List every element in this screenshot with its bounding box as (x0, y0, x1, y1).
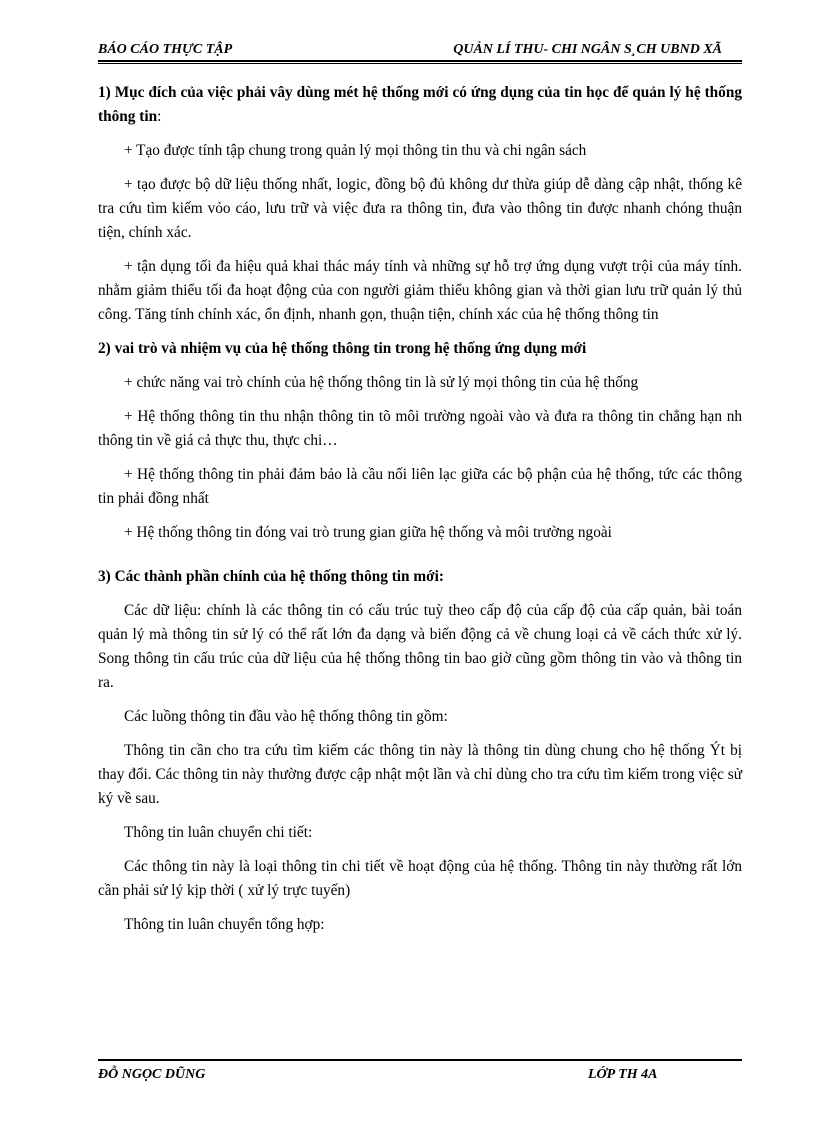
section-1-paragraph: + Tạo được tính tập chung trong quản lý mọi thông tin thu và chi ngân sách (124, 142, 587, 159)
footer-author: ĐỖ NGỌC DŨNG (98, 1067, 206, 1082)
section-1-title-colon: : (157, 108, 162, 125)
section-3-paragraph: Các thông tin này là loại thông tin chi tiết về hoạt động của hệ thống. Thông tin này thường rất lớn cần phải sử lý kịp thời ( xử lý trực tuyến) (98, 858, 742, 899)
section-1-heading (98, 81, 742, 129)
header-divider (98, 63, 742, 64)
section-3-heading: 3) Các thành phần chính của hệ thống thông tin mới: (98, 568, 444, 585)
section-3-paragraph: Thông tin luân chuyển tổng hợp: (124, 916, 325, 933)
section-2-paragraph: + Hệ thống thông tin thu nhận thông tin tõ môi trường ngoài vào và đưa ra thông tin chẳng hạn nh thông tin về giá cả thực thu, thực chi… (98, 408, 742, 449)
section-2-paragraph: + chức năng vai trò chính của hệ thống thông tin là sử lý mọi thông tin của hệ thống (124, 374, 639, 391)
page-header (98, 40, 742, 62)
section-3-paragraph: Thông tin cần cho tra cứu tìm kiếm các thông tin này là thông tin dùng chung cho hệ thống Ýt bị thay đổi. Các thông tin này thường được cập nhật một lần và chỉ dùng cho tra cứu tìm kiếm trong việc sử ký về sau. (98, 742, 742, 807)
document-body (98, 80, 742, 937)
header-left-text: BÁO CÁO THỰC TẬP (98, 42, 233, 57)
page-footer (98, 1059, 742, 1087)
header-right-text: QUẢN LÍ THU- CHI NGÂN S¸CH UBND XÃ (453, 42, 722, 57)
section-1-title: 1) Mục đích của việc phải vây dùng mét hệ thống mới có ứng dụng của tin học để quản lý hệ thống thông tin (98, 84, 742, 125)
section-2-paragraph: + Hệ thống thông tin đóng vai trò trung gian giữa hệ thống và môi trường ngoài (124, 524, 612, 541)
section-2-heading: 2) vai trò và nhiệm vụ của hệ thống thông tin trong hệ thống ứng dụng mới (98, 340, 587, 357)
section-3-paragraph: Thông tin luân chuyển chi tiết: (124, 824, 313, 841)
footer-class: LỚP TH 4A (588, 1067, 658, 1082)
section-3-paragraph: Các dữ liệu: chính là các thông tin có cấu trúc tuỳ theo cấp độ của cấp độ của cấp quản, bài toán quản lý mà thông tin sử lý có thể rất lớn đa dạng và biến động cả về chung loại cả về cách thức xử lý. Song thông tin cấu trúc của dữ liệu của hệ thống thông tin bao giờ cũng gồm thông tin vào và thông tin ra. (98, 602, 742, 691)
section-1-paragraph: + tận dụng tối đa hiệu quả khai thác máy tính và những sự hỗ trợ ứng dụng vượt trội của máy tính. nhằm giảm thiểu tối đa hoạt động của con người giảm thiểu không gian và thời gian lưu trữ quản lý thủ công. Tăng tính chính xác, ổn định, nhanh gọn, thuận tiện, chính xác của hệ thống thông tin (98, 258, 742, 323)
section-3-paragraph: Các luồng thông tin đầu vào hệ thống thông tin gồm: (124, 708, 448, 725)
section-2-paragraph: + Hệ thống thông tin phải đảm bảo là cầu nối liên lạc giữa các bộ phận của hệ thống, tức các thông tin phải đồng nhất (98, 466, 742, 507)
section-1-paragraph: + tạo được bộ dữ liệu thống nhất, logic, đồng bộ đủ không dư thừa giúp dễ dàng cập nhật, thống kê tra cứu tìm kiếm vỏo cáo, lưu trữ và việc đưa ra thông tin, đưa vào thông tin được nhanh chóng thuận tiện, chính xác. (98, 176, 742, 241)
